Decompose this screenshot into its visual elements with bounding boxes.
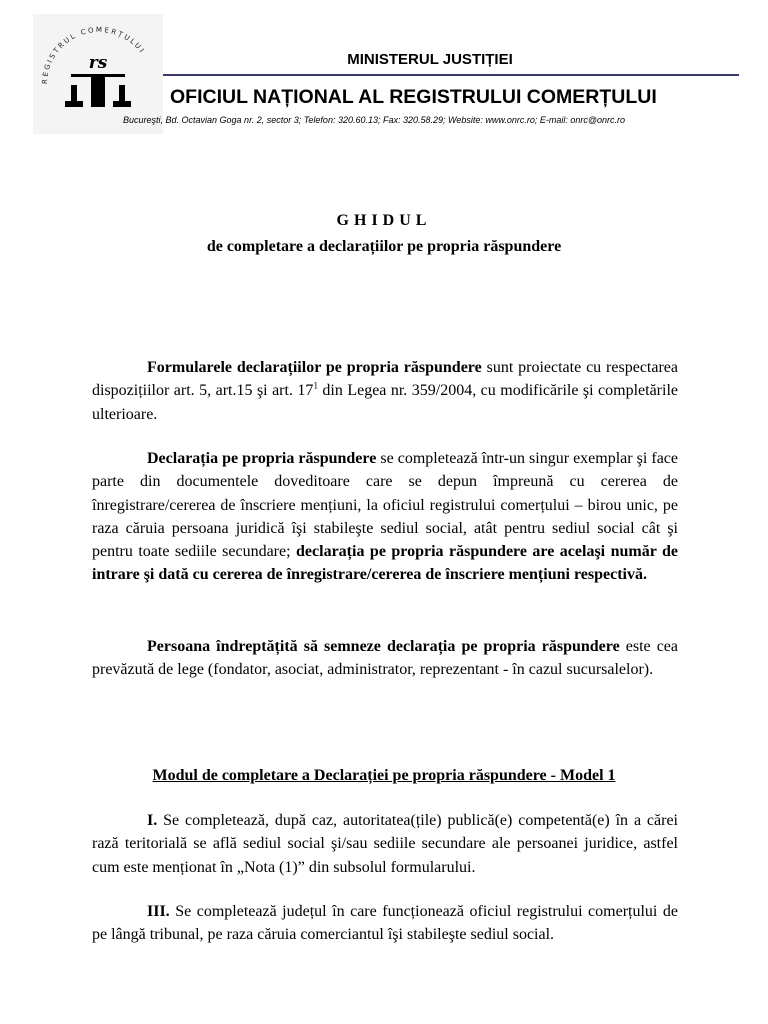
ministry-name: MINISTERUL JUSTIȚIEI [347, 51, 513, 68]
paragraph-declaration [92, 447, 678, 587]
office-name: OFICIUL NAȚIONAL AL REGISTRULUI COMERȚULUI [170, 86, 657, 108]
paragraph-forms-superscript: 1 [313, 380, 318, 391]
instruction-item-label: I. [147, 812, 158, 829]
document-subtitle: de completare a declarațiilor pe propria răspundere [206, 238, 562, 255]
logo-text: REGISTRUL COMERȚULUI [40, 25, 147, 85]
instruction-item-label: III. [147, 903, 170, 920]
instruction-item [92, 900, 678, 947]
office-address: Bucureşti, Bd. Octavian Goga nr. 2, sector 3; Telefon: 320.60.13; Fax: 320.58.29; Website: www.onrc.ro; E-mail: onrc@onrc.ro [123, 115, 626, 125]
paragraph-signatory [92, 635, 678, 682]
svg-text:rs: rs [88, 53, 108, 73]
instruction-item-text: Se completează, după caz, autoritatea(țile) publică(e) competentă(e) în a cărei rază teritorială se află sediul social şi/sau sediile secundare ale persoanei juridice, astfel cum este menționat în „Nota (1)” din subsolul formularului. [92, 812, 678, 876]
instruction-item-text: Se completează județul în care funcționează oficiul registrului comerțului de pe lângă tribunal, pe raza căruia comerciantul îşi stabileşte sediul social. [92, 903, 678, 944]
header-divider [163, 74, 739, 76]
paragraph-declaration-lead: Declarația pe propria răspundere [147, 450, 377, 467]
paragraph-forms-text-end: din Legea nr. 359/2004, cu modificările şi completările ulterioare. [92, 382, 679, 423]
paragraph-signatory-text: este cea prevăzută de lege (fondator, asociat, administrator, reprezentant - în cazul sucursalelor). [92, 638, 679, 679]
paragraph-declaration-text: se completează într-un singur exemplar şi face parte din documentele doveditoare care se depun împreună cu cererea de înregistrare/cererea de înscriere mențiuni, la oficiul registrului comerțului – birou unic, pe raza căruia persoana juridică îşi stabileşte sediul social, atât pentru sediul social cât şi pentru toate sediile secundare; [92, 450, 679, 561]
paragraph-forms [92, 356, 678, 426]
paragraph-forms-lead: Formularele declarațiilor pe propria răspundere [147, 359, 482, 376]
paragraph-forms-text: sunt proiectate cu respectarea dispozițiilor art. 5, art.15 şi art. 17 [92, 359, 678, 400]
paragraph-signatory-lead: Persoana îndreptățită să semneze declarația pe propria răspundere [147, 638, 620, 655]
instruction-item [92, 809, 678, 879]
document-title: GHIDUL [336, 212, 432, 229]
section-heading: Modul de completare a Declarației pe propria răspundere - Model 1 [152, 767, 616, 784]
paragraph-declaration-tail: declarația pe propria răspundere are acelaşi număr de intrare şi dată cu cererea de înregistrare/cererea de înscriere mențiuni respectivă. [92, 543, 679, 584]
